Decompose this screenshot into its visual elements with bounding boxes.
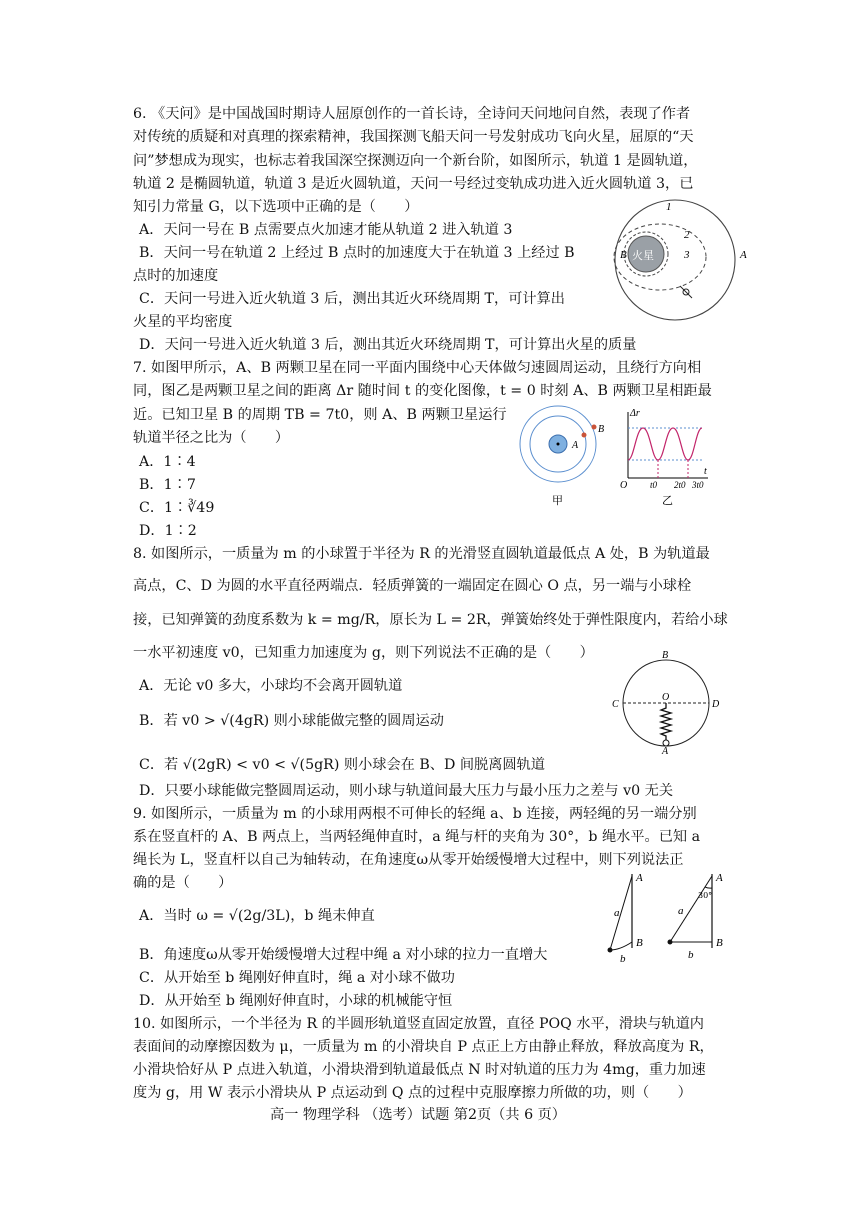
q9-line-3: 绳长为 L，竖直杆以自己为轴转动，在角速度ω从零开始缓慢增大过程中，则下列说法正 <box>133 852 684 868</box>
figure-mars-orbits <box>600 196 750 324</box>
q6-option-b: B．天问一号在轨道 2 上经过 B 点时的加速度大于在轨道 3 上经过 B <box>139 245 575 261</box>
track-d-label: D <box>712 699 720 710</box>
left-string-b: b <box>620 953 626 964</box>
orbit-3-label: 3 <box>684 249 690 261</box>
origin-label: O <box>620 480 628 491</box>
orbit-1-label: 1 <box>666 201 672 213</box>
q8-line-4: 一水平初速度 v0，已知重力加速度为 g，则下列说法不正确的是（ ） <box>133 645 594 661</box>
point-a-label: A <box>740 249 747 261</box>
q6-line-1: 6. 《天问》是中国战国时期诗人屈原创作的一首长诗，全诗问天问地问自然，表现了作者 <box>133 106 691 122</box>
left-a-point: A <box>636 872 643 884</box>
tick-t0: t0 <box>650 480 658 490</box>
right-a-point: A <box>716 872 723 884</box>
sat-a-label: A <box>572 440 579 451</box>
q7-line-4: 轨道半径之比为（ ） <box>133 430 290 446</box>
q7-option-c: C．1∶∛49 <box>139 500 215 516</box>
q8-option-b: B．若 v0 > √(4gR) 则小球能做完整的圆周运动 <box>139 713 444 729</box>
q10-line-3: 小滑块恰好从 P 点进入轨道，小滑块滑到轨道最低点 N 时对轨道的压力为 4mg，重力加速 <box>133 1062 706 1078</box>
q6-option-c: C．天问一号进入近火轨道 3 后，测出其近火环绕周期 T，可计算出 <box>139 291 565 307</box>
mars-label: 火星 <box>632 249 654 262</box>
label-jia: 甲 <box>552 494 563 507</box>
q7-line-2: 同，图乙是两颗卫星之间的距离 Δr 随时间 t 的变化图像，t = 0 时刻 A、B 两颗卫星相距最 <box>133 383 712 399</box>
right-string-a: a <box>678 905 684 917</box>
q6-option-a: A．天问一号在 B 点需要点火加速才能从轨道 2 进入轨道 3 <box>139 222 513 238</box>
q9-line-2: 系在竖直杆的 A、B 两点上，当两轻绳伸直时，a 绳与杆的夹角为 30°，b 绳水平。已知 a <box>133 829 701 845</box>
q6-line-5: 知引力常量 G，以下选项中正确的是（ ） <box>133 199 419 215</box>
track-b-label: B <box>662 650 669 661</box>
point-b-label: B <box>620 249 627 261</box>
q7-option-d: D．1∶2 <box>139 523 197 539</box>
q6-line-2: 对传统的质疑和对真理的探索精神，我国探测飞船天问一号发射成功飞向火星，屈原的“天 <box>133 129 694 145</box>
track-a-label: A <box>662 746 669 756</box>
q7-option-a: A．1∶4 <box>139 454 196 470</box>
q8-option-a: A．无论 v0 多大，小球均不会离开圆轨道 <box>139 678 403 694</box>
tick-2t0: 2t0 <box>674 480 686 490</box>
tick-3t0: 3t0 <box>692 480 704 490</box>
q10-line-4: 度为 g，用 W 表示小滑块从 P 点运动到 Q 点的过程中克服摩擦力所做的功，则（ ） <box>133 1085 692 1101</box>
track-c-label: C <box>612 699 619 710</box>
sat-b-label: B <box>598 424 605 435</box>
left-string-a: a <box>614 907 620 919</box>
q6-line-4: 轨道 2 是椭圆轨道，轨道 3 是近火圆轨道，天问一号经过变轨成功进入近火圆轨道 3，已 <box>133 176 694 192</box>
q9-option-b: B．角速度ω从零开始缓慢增大过程中绳 a 对小球的拉力一直增大 <box>139 947 548 963</box>
right-b-point: B <box>716 937 723 949</box>
q9-option-d: D．从开始至 b 绳刚好伸直时，小球的机械能守恒 <box>139 993 453 1009</box>
q9-option-a: A．当时 ω = √(2g/3L)，b 绳未伸直 <box>139 908 375 924</box>
figure-rod-strings <box>602 866 742 964</box>
q8-option-d: D．只要小球能做完整圆周运动，则小球与轨道间最大压力与最小压力之差与 v0 无关 <box>139 783 674 799</box>
track-o-label: O <box>662 692 670 703</box>
page-footer: 高一 物理学科 （选考）试题 第2页（共 6 页） <box>270 1107 566 1123</box>
q8-line-3: 接，已知弹簧的劲度系数为 k = mg/R，原长为 L = 2R，弹簧始终处于弹性限度内，若给小球 <box>133 612 728 628</box>
left-b-point: B <box>636 937 643 949</box>
q7-line-1: 7. 如图甲所示，A、B 两颗卫星在同一平面内围绕中心天体做匀速圆周运动，且绕行方向相 <box>133 360 702 376</box>
q8-option-c: C．若 √(2gR) < v0 < √(5gR) 则小球会在 B、D 间脱离圆轨道 <box>139 757 545 773</box>
q10-line-1: 10. 如图所示，一个半径为 R 的半圆形轨道竖直固定放置，直径 POQ 水平，滑块与轨道内 <box>133 1016 704 1032</box>
q9-line-1: 9. 如图所示，一质量为 m 的小球用两根不可伸长的轻绳 a、b 连接，两轻绳的另一端分别 <box>133 806 697 822</box>
q9-line-4: 确的是（ ） <box>133 875 233 891</box>
angle-label: 30° <box>698 891 713 900</box>
q6-option-d: D．天问一号进入近火轨道 3 后，测出其近火环绕周期 T，可计算出火星的质量 <box>139 337 637 353</box>
q7-option-b: B．1∶7 <box>139 477 196 493</box>
figure-circle-spring <box>608 648 724 756</box>
q8-line-1: 8. 如图所示，一质量为 m 的小球置于半径为 R 的光滑竖直圆轨道最低点 A 处，B 为轨道最 <box>133 546 710 562</box>
q7-line-3: 近。已知卫星 B 的周期 TB = 7t0，则 A、B 两颗卫星运行 <box>133 407 507 423</box>
q10-line-2: 表面间的动摩擦因数为 μ，一质量为 m 的小滑块自 P 点正上方由静止释放，释放高度为 R， <box>133 1039 714 1055</box>
axis-dr-label: Δr <box>630 408 640 419</box>
q6-option-c-cont: 火星的平均密度 <box>133 314 233 330</box>
axis-t-label: t <box>704 466 707 477</box>
q8-line-2: 高点，C、D 为圆的水平直径两端点．轻质弹簧的一端固定在圆心 O 点，另一端与小球栓 <box>133 578 692 594</box>
q6-line-3: 问”梦想成为现实，也标志着我国深空探测迈向一个新台阶，如图所示，轨道 1 是圆轨道， <box>133 153 698 169</box>
right-string-b: b <box>688 949 694 961</box>
figure-satellites <box>512 404 712 514</box>
q6-option-b-cont: 点时的加速度 <box>133 268 219 284</box>
label-yi: 乙 <box>662 494 673 507</box>
orbit-2-label: 2 <box>684 229 690 241</box>
q9-option-c: C．从开始至 b 绳刚好伸直时，绳 a 对小球不做功 <box>139 970 455 986</box>
